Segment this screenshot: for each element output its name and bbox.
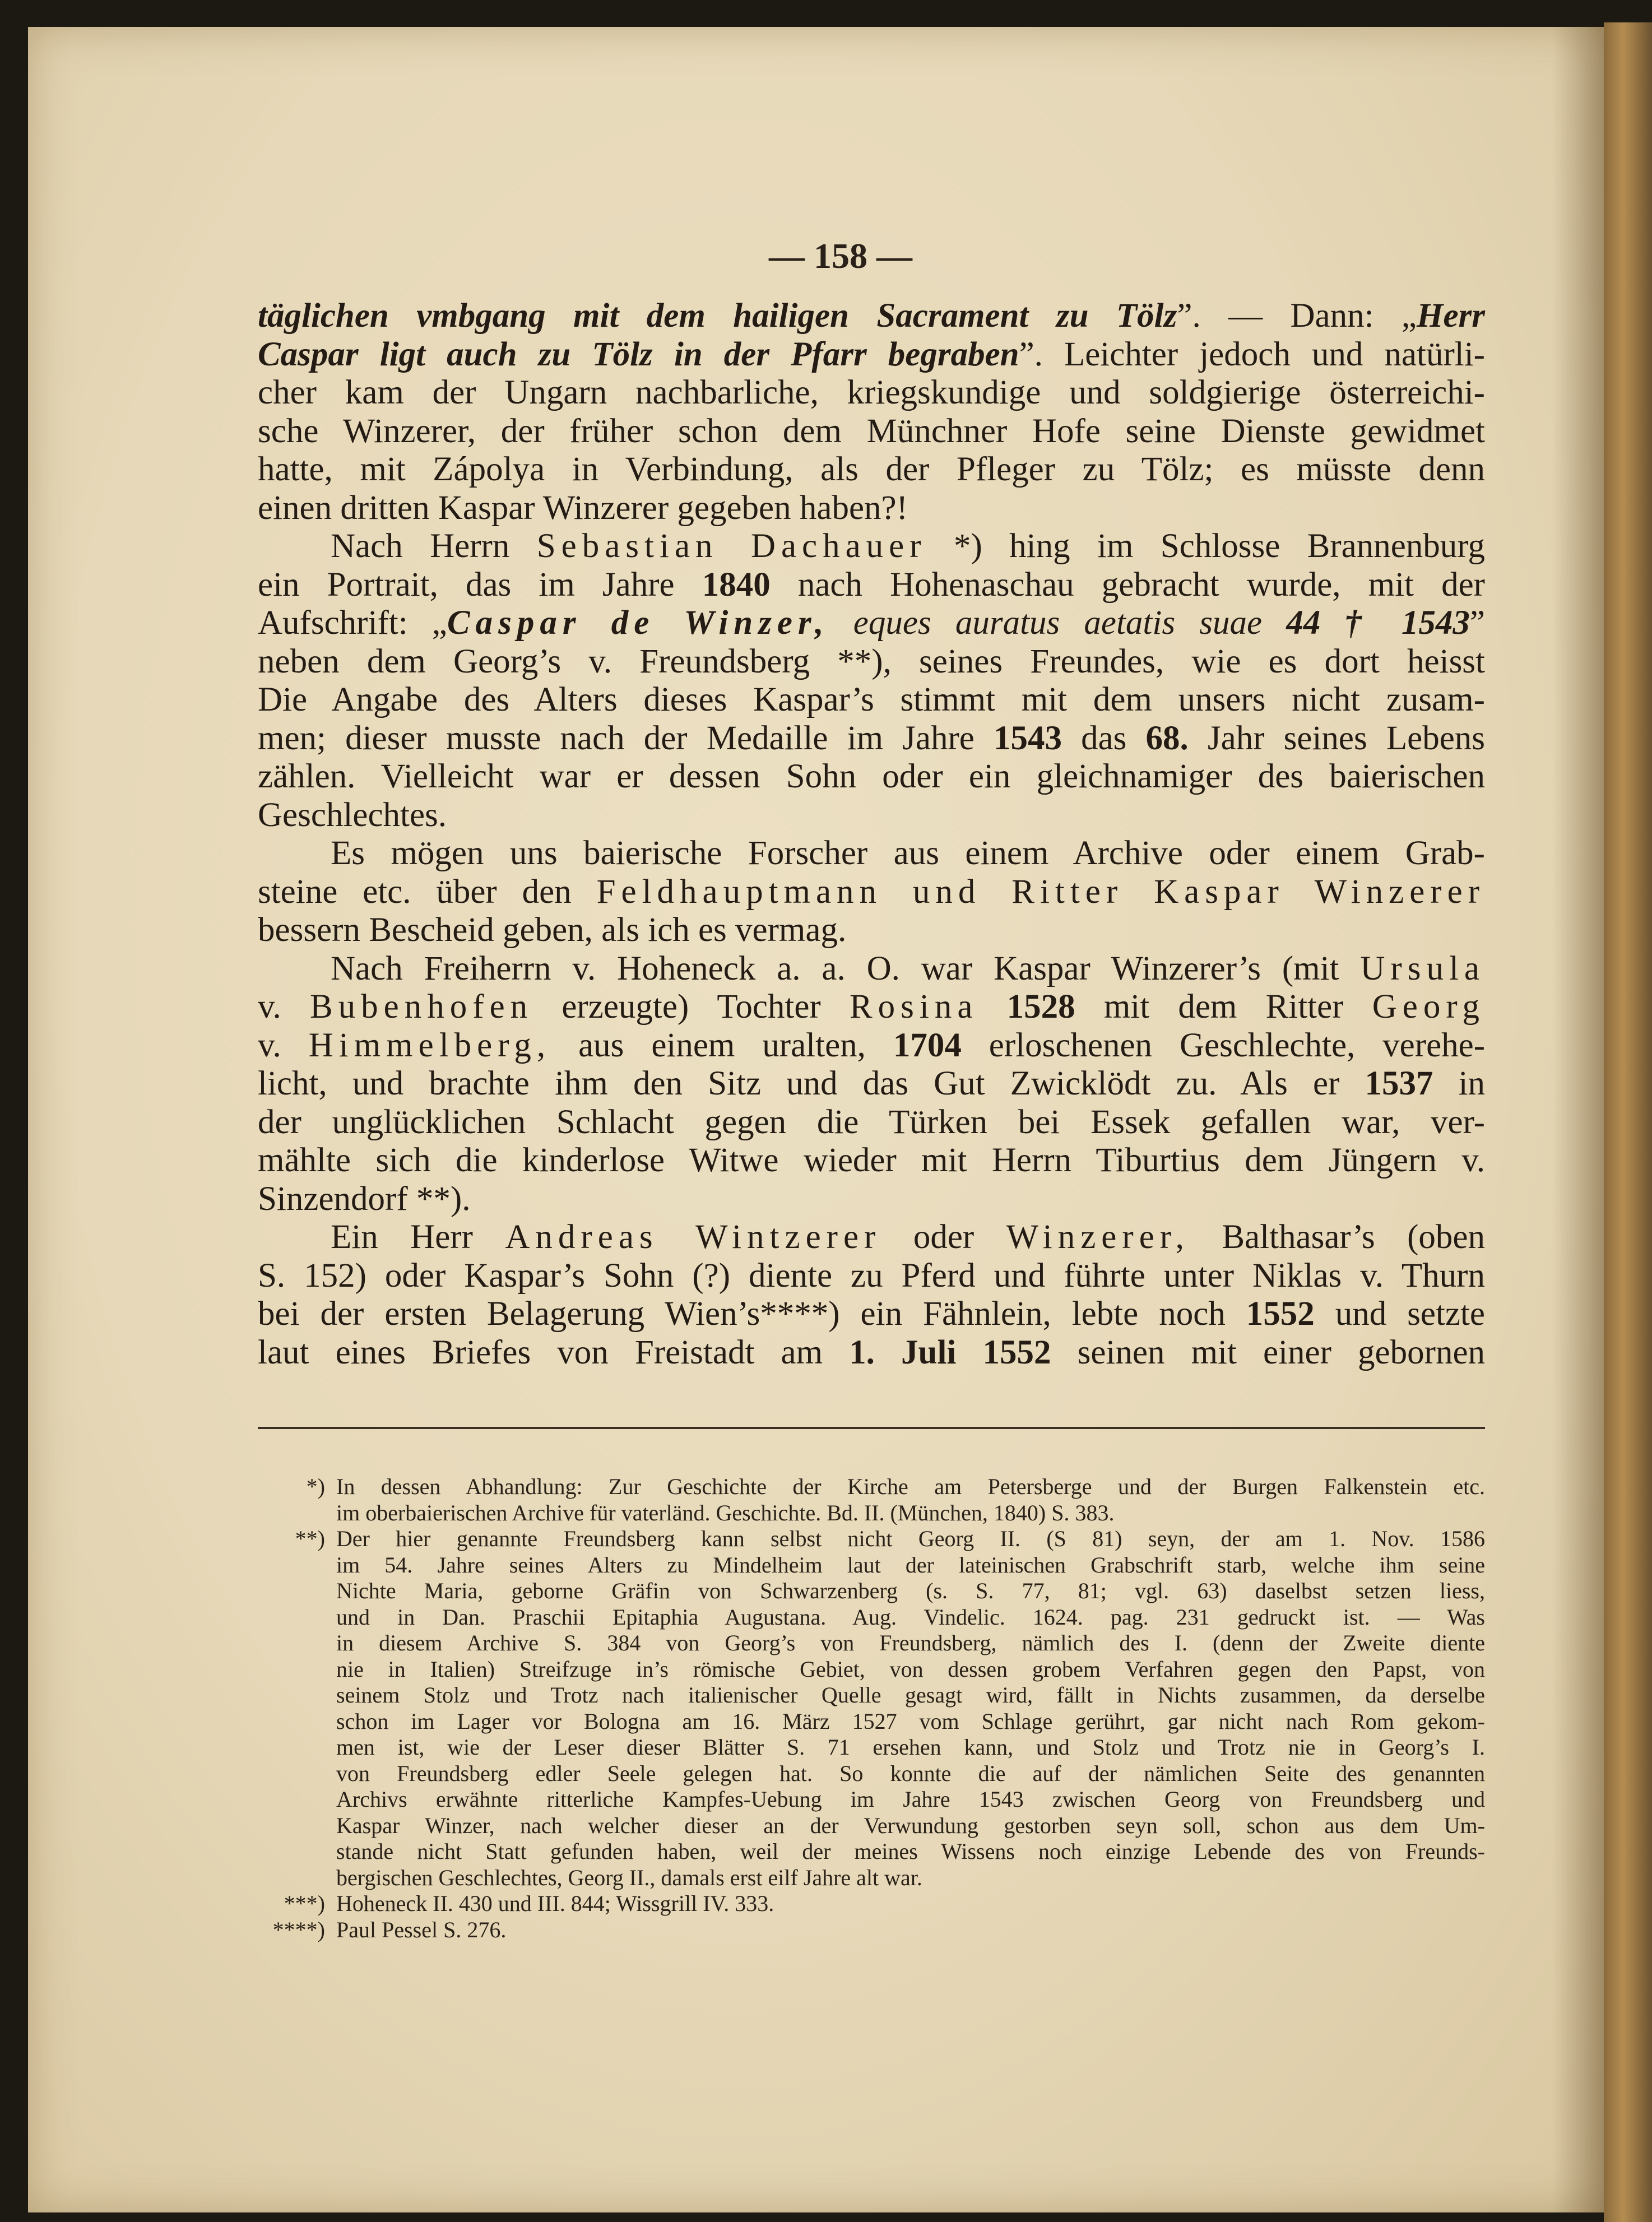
footnote-line: stande nicht Statt gefunden haben, weil der meines Wissens noch einzige Lebende des von Freunds- [336,1839,1485,1864]
text-span: v. [258,988,281,1026]
text-line [258,1065,1485,1103]
footnote-line: seinem Stolz und Trotz nach italienischer Quelle gesagt wird, fällt in Nichts zusammen, da derselbe [336,1682,1485,1708]
footnote-line: im 54. Jahre seines Alters zu Mindelheim laut der lateinischen Grabschrift starb, welche ihm seine [336,1552,1485,1578]
spaced-name: Feldhauptmann und Ritter Kaspar Winzerer [596,873,1486,911]
bold-number: 1537 [1365,1065,1433,1102]
footnote-line: Der hier genannte Freundsberg kann selbst nicht Georg II. (S 81) seyn, der am 1. Nov. 1586 [336,1526,1485,1551]
bold-number: 1528 [1006,988,1075,1026]
text-line: S. 152) oder Kaspar’s Sohn (?) diente zu Pferd und führte unter Niklas v. Thurn [258,1256,1485,1295]
footnote-line: schon im Lager vor Bologna am 16. März 1527 vom Schlage gerührt, gar nicht nach Rom gekom- [336,1708,1485,1734]
bold-number: 68. [1145,719,1189,757]
text-line: cher kam der Ungarn nachbarliche, kriegskundige und soldgierige österreichi- [258,374,1485,411]
text-line [258,873,1485,912]
footnote [247,1917,1485,1943]
text-span: ”. Leichter jedoch und natürli- [1019,335,1485,373]
text-line: bessern Bescheid geben, als ich es vermag. [258,911,847,949]
footnote-line: men ist, wie der Leser dieser Blätter S. 71 ersehen kann, und Stolz und Trotz nie in Georg’s I. [336,1734,1485,1760]
text-line: einen dritten Kaspar Winzerer gegeben haben?! [258,489,908,527]
text-span: seinen mit einer gebornen [1077,1333,1486,1371]
text-line [258,950,1485,989]
bold-number: 1. Juli 1552 [849,1333,1051,1371]
footnote-line: Kaspar Winzer, nach welcher dieser an der Verwundung gestorben seyn soll, schon aus dem Um- [336,1812,1485,1838]
quote-italic: 44 † 1543 [1286,604,1470,642]
spaced-name: Winzerer, [1006,1218,1190,1256]
text-span: oder [913,1218,975,1256]
spaced-name: Sebastian Dachauer [536,527,927,565]
text-span: aus einem uralten, [578,1026,866,1064]
footnote [247,1474,1485,1526]
text-line [258,1295,1485,1334]
footnote-line: Paul Pessel S. 276. [336,1917,507,1942]
spaced-name: Bubenhofen [310,988,533,1026]
spaced-name: Himmelberg, [308,1026,551,1064]
footnotes [247,1474,1485,1943]
text-line [258,1334,1485,1372]
footnote-line: bergischen Geschlechtes, Georg II., damals erst eilf Jahre alt war. [336,1864,922,1890]
text-span: v. [258,1026,281,1064]
spaced-name: Rosina [849,988,978,1026]
text-span: Jahr seines Lebens [1207,719,1486,757]
footnote-line: In dessen Abhandlung: Zur Geschichte der Kirche am Petersberge und der Burgen Falkenstein etc. [336,1474,1485,1499]
text-line: sche Winzerer, der früher schon dem Münchner Hofe seine Dienste gewidmet [258,412,1485,450]
text-span: laut eines Briefes von Freistadt am [258,1333,823,1371]
footnote-divider [258,1427,1485,1429]
text-line [258,527,1485,566]
text-span: bei der ersten Belagerung Wien’s****) ein Fähnlein, lebte noch [258,1295,1226,1333]
footnote-mark: **) [295,1526,325,1551]
footnote-line: Archivs erwähnte ritterliche Kampfes-Uebung im Jahre 1543 zwischen Georg von Freundsberg und [336,1787,1485,1812]
bold-number: 1543 [993,719,1062,757]
text-line: Es mögen uns baierische Forscher aus einem Archive oder einem Grab- [331,834,1485,872]
bold-number: 1552 [1246,1295,1315,1333]
spaced-name: Andreas Wintzerer [505,1218,881,1256]
text-line: zählen. Vielleicht war er dessen Sohn oder ein gleichnamiger des baierischen [258,758,1485,795]
main-text [258,297,1485,1372]
text-span: Nach Freiherrn v. Hoheneck a. a. O. war Kaspar Winzerer’s (mit [331,949,1339,987]
footnote-mark: *) [306,1474,325,1499]
text-line [258,604,1485,643]
text-line [258,336,1485,374]
text-line: Die Angabe des Alters dieses Kaspar’s stimmt mit dem unsers nicht zusam- [258,681,1485,718]
text-line: der unglücklichen Schlacht gegen die Türken bei Essek gefallen war, ver- [258,1103,1485,1141]
footnote-line: im oberbaierischen Archive für vaterländ. Geschichte. Bd. II. (München, 1840) S. 383. [336,1500,1115,1525]
text-span: in [1458,1065,1486,1102]
bold-number: 1840 [702,565,771,604]
quote-italic: Caspar ligt auch zu Tölz in der Pfarr begraben [258,335,1019,373]
text-span: mit dem Ritter [1103,988,1344,1026]
quote-italic: täglichen vmbgang mit dem hailigen Sacrament zu Tölz [258,297,1177,335]
footnote-line: nie in Italien) Streifzuge in’s römische Gebiet, von dessen grobem Verfahren gegen den Papst, von [336,1656,1485,1682]
text-span: Nach Herrn [331,527,510,565]
quote-italic: Herr [1417,297,1486,335]
footnote-line: Hoheneck II. 430 und III. 844; Wissgrill IV. 333. [336,1891,774,1916]
footnote-line: in diesem Archive S. 384 von Georg’s von Freundsberg, nämlich des I. (denn der Zweite diente [336,1630,1485,1655]
text-span: erloschenen Geschlechte, verehe- [989,1026,1486,1064]
page-number: — 158 — [769,236,912,276]
footnote-line: und in Dan. Praschii Epitaphia Augustana. Aug. Vindelic. 1624. pag. 231 gedruckt ist. — Was [336,1604,1485,1630]
text-span: men; dieser musste nach der Medaille im Jahre [258,719,975,757]
footnote-mark: ***) [284,1891,325,1916]
text-line: neben dem Georg’s v. Freundsberg **), seines Freundes, wie es dort heisst [258,642,1485,680]
text-span: Aufschrift: „ [258,604,447,642]
text-line: hatte, mit Zápolya in Verbindung, als der Pfleger zu Tölz; es müsste denn [258,451,1485,488]
text-span: nach Hohenaschau gebracht wurde, mit der [797,565,1485,604]
text-line [258,1218,1485,1257]
text-line: Geschlechtes. [258,796,447,834]
text-span: und setzte [1335,1295,1485,1333]
text-span: ein Portrait, das im Jahre [258,565,675,604]
spaced-name: Georg [1372,988,1486,1026]
text-span: Balthasar’s (oben [1222,1218,1486,1256]
page-gutter-shadow [1552,27,1604,2212]
footnote-line: Nichte Maria, geborne Gräfin von Schwarzenberg (s. S. 77, 81; vgl. 63) daselbst setzen liess, [336,1578,1485,1603]
text-line: Sinzendorf **). [258,1180,471,1218]
text-span: Ein Herr [331,1218,473,1256]
footnote [247,1526,1485,1891]
quote-italic: Caspar de Winzer, [447,604,829,642]
text-span: licht, und brachte ihm den Sitz und das Gut Zwicklödt zu. Als er [258,1065,1340,1102]
text-line [258,720,1485,758]
text-line [258,1027,1485,1065]
text-span: *) hing im Schlosse Brannenburg [953,527,1486,565]
footnote-line: von Freundsberg edler Seele gelegen hat. So konnte die auf der nämlichen Seite des genannten [336,1760,1485,1786]
text-line [258,566,1485,605]
book-edge [1604,22,1652,2222]
text-span: steine etc. über den [258,873,572,911]
quote-italic: eques auratus aetatis suae [829,604,1287,642]
text-line: mählte sich die kinderlose Witwe wieder mit Herrn Tiburtius dem Jüngern v. [258,1142,1485,1179]
text-span: ”. — Dann: „ [1177,297,1417,335]
text-span: erzeugte) Tochter [562,988,821,1026]
text-line [258,297,1485,336]
text-line [258,988,1485,1027]
text-span: das [1081,719,1127,757]
footnote [247,1891,1485,1917]
spaced-name: Ursula [1360,949,1486,987]
bold-number: 1704 [893,1026,962,1064]
text-span: ” [1469,604,1485,642]
footnote-mark: ****) [272,1917,325,1942]
